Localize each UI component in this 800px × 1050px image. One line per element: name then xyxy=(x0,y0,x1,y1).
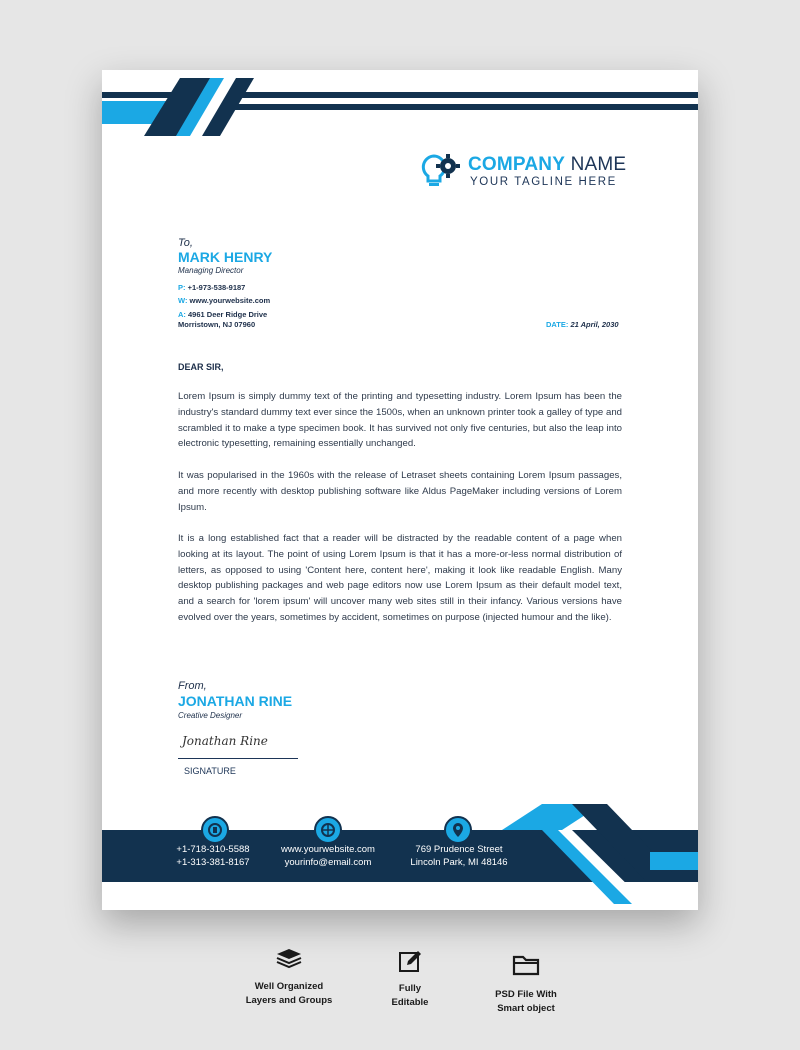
company-name-bold: COMPANY xyxy=(468,154,566,175)
edit-icon xyxy=(398,948,424,974)
phone-icon xyxy=(201,816,229,844)
signature-line xyxy=(178,758,298,759)
footer-city: Lincoln Park, MI 48146 xyxy=(410,856,508,868)
globe-icon xyxy=(314,816,342,844)
footer-email: yourinfo@email.com xyxy=(284,856,372,868)
location-pin-icon xyxy=(444,816,472,844)
company-tagline: YOUR TAGLINE HERE xyxy=(470,176,617,188)
feature-line: Fully xyxy=(398,983,422,994)
letterhead-page xyxy=(102,70,698,910)
date-label: DATE: xyxy=(546,320,569,329)
address-key: A: xyxy=(178,310,186,319)
header-decoration xyxy=(102,70,698,140)
footer-phones xyxy=(168,844,258,869)
layers-icon xyxy=(276,948,302,970)
feature-psd xyxy=(476,988,576,1015)
address-line2: Morristown, NJ 07960 xyxy=(178,320,256,329)
from-label: From, xyxy=(178,680,207,692)
feature-line: PSD File With xyxy=(495,989,557,1000)
recipient-name: MARK HENRY xyxy=(178,249,273,265)
footer-web xyxy=(271,844,385,869)
feature-editable xyxy=(370,982,450,1009)
footer-address xyxy=(400,844,518,869)
recipient-phone xyxy=(178,283,245,292)
web-value: www.yourwebsite.com xyxy=(189,296,271,305)
feature-layers xyxy=(226,980,352,1007)
company-name xyxy=(468,154,626,176)
feature-line: Smart object xyxy=(497,1002,555,1014)
handwritten-signature: Jonathan Rine xyxy=(182,734,268,748)
footer-phone-2: +1-313-381-8167 xyxy=(176,856,250,868)
folder-icon xyxy=(512,954,540,976)
body-paragraph: Lorem Ipsum is simply dummy text of the printing and typesetting industry. Lorem Ipsum has been the industry's standard dummy text ever since the 1500s, when an unknown printer took a galley of type and scrambled it to make a type specimen book. It has survived not only five centuries, but also the leap into electronic typesetting, remaining essentially unchanged. xyxy=(178,391,622,450)
lightbulb-gear-logo-icon xyxy=(420,152,464,192)
letter-date xyxy=(546,320,619,329)
to-label: To, xyxy=(178,237,193,249)
phone-value: +1-973-538-9187 xyxy=(187,283,246,292)
company-name-rest: NAME xyxy=(570,154,627,175)
signature-label: SIGNATURE xyxy=(184,766,236,776)
footer-website: www.yourwebsite.com xyxy=(281,844,375,855)
salutation: DEAR SIR, xyxy=(178,362,224,372)
sender-name: JONATHAN RINE xyxy=(178,693,293,709)
address-line1: 4961 Deer Ridge Drive xyxy=(188,310,268,319)
date-value: 21 April, 2030 xyxy=(570,320,619,329)
web-key: W: xyxy=(178,296,188,305)
body-paragraph: It was popularised in the 1960s with the release of Letraset sheets containing Lorem Ipsum passages, and more recently with desktop publishing software like Aldus PageMaker including versions of Lorem Ipsum. xyxy=(178,470,622,513)
recipient-title: Managing Director xyxy=(178,266,244,275)
feature-line: Editable xyxy=(391,996,429,1008)
footer-street: 769 Prudence Street xyxy=(415,844,503,855)
feature-line: Layers and Groups xyxy=(245,994,333,1006)
phone-key: P: xyxy=(178,283,186,292)
recipient-web xyxy=(178,296,270,305)
sender-title: Creative Designer xyxy=(178,711,243,720)
footer-phone-1: +1-718-310-5588 xyxy=(176,844,250,855)
body-paragraph: It is a long established fact that a reader will be distracted by the readable content of a page when looking at its layout. The point of using Lorem Ipsum is that it has a more-or-less normal distribution of letters, as opposed to using 'Content here, content here', making it look like readable English. Many desktop publishing packages and web page editors now use Lorem Ipsum as their default model text, and a search for 'lorem ipsum' will uncover many web sites still in their infancy. Various versions have evolved over the years, sometimes by accident, sometimes on purpose (injected humour and the like). xyxy=(178,533,622,623)
feature-line: Well Organized xyxy=(254,981,324,992)
recipient-address xyxy=(178,310,267,319)
